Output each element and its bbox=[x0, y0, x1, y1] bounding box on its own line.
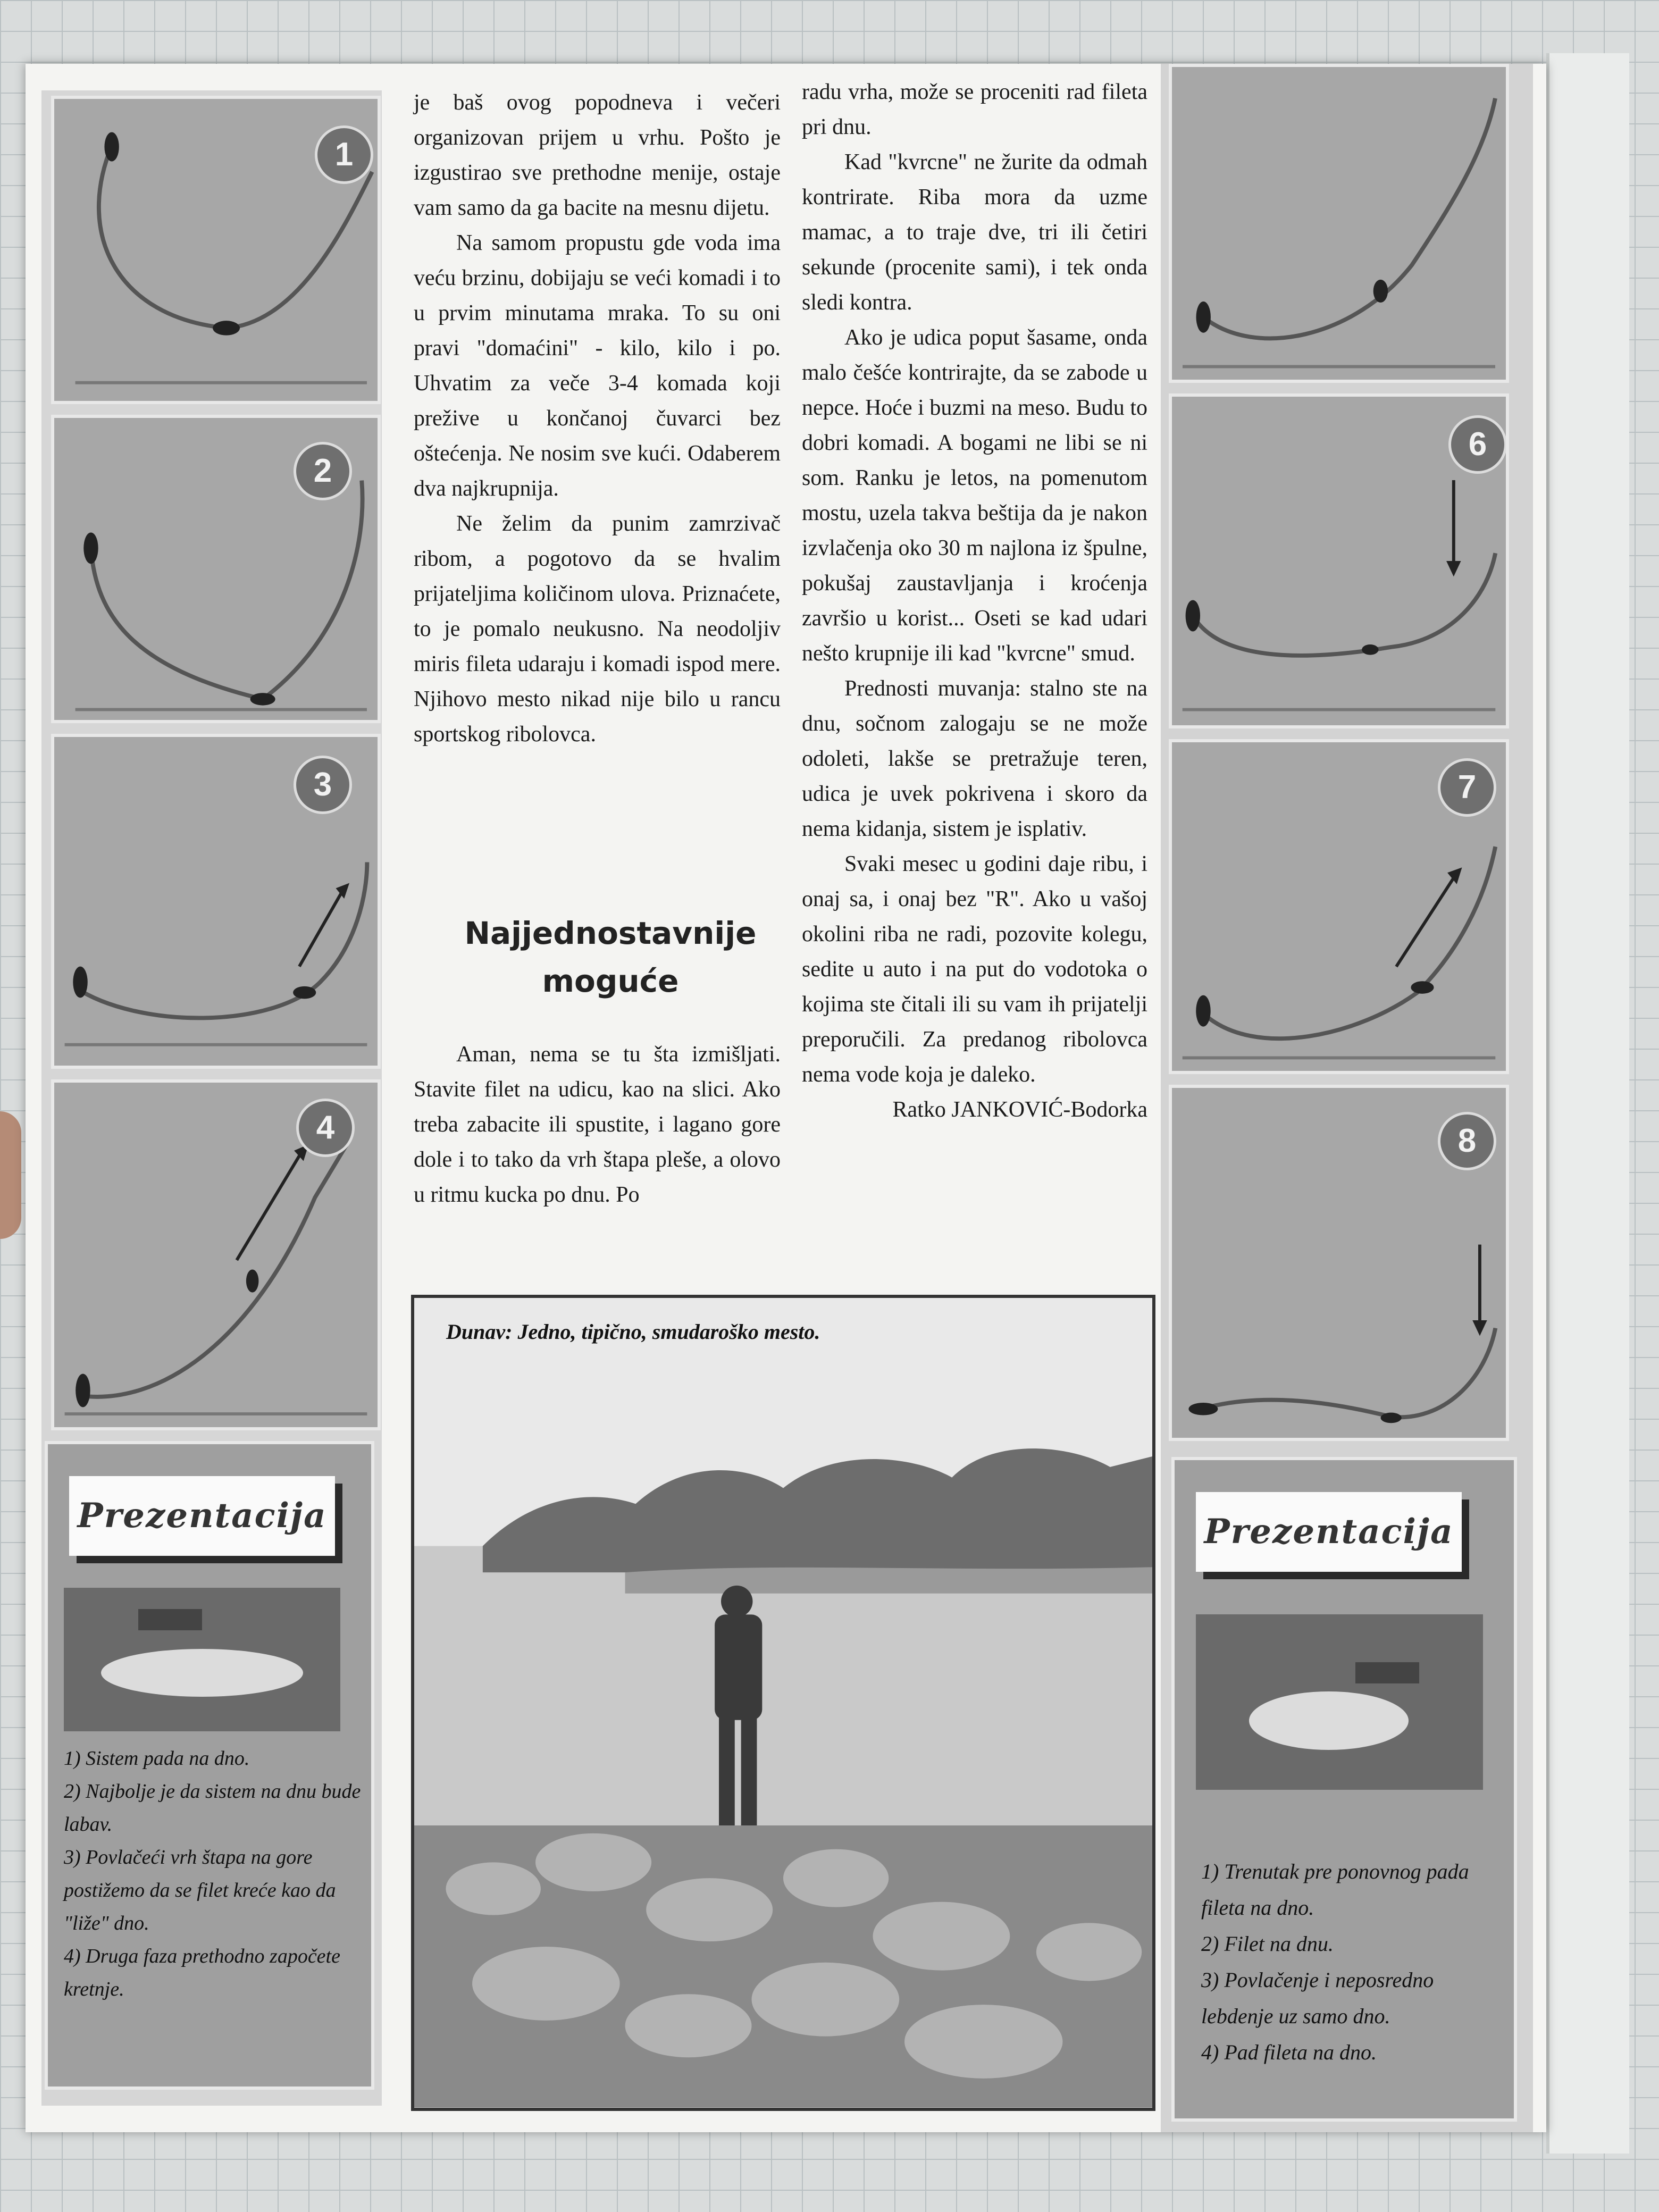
presentation-right-item-1: 1) Trenutak pre ponovnog pada fileta na dno. bbox=[1201, 1859, 1469, 1920]
step-number-1: 1 bbox=[315, 125, 373, 184]
article-author: Ratko JANKOVIĆ-Bodorka bbox=[892, 1097, 1147, 1122]
step-number-4: 4 bbox=[296, 1099, 355, 1157]
step-number-8: 8 bbox=[1438, 1112, 1496, 1170]
step-number-7: 7 bbox=[1438, 758, 1496, 817]
step-number-2: 2 bbox=[294, 442, 352, 500]
presentation-left-item-1: 1) Sistem pada na dno. bbox=[64, 1747, 250, 1770]
presentation-right-item-3: 3) Povlačenje i neposredno lebdenje uz samo dno. bbox=[1201, 1968, 1434, 2028]
finger bbox=[0, 1111, 21, 1239]
presentation-title-left: Prezentacija bbox=[69, 1476, 335, 1556]
col2-paragraph-2: Kad "kvrcne" ne žurite da odmah kontrirate. Riba mora da uzme mamac, a to traje dve, tri ili četiri sekunde (procenite sami), i tek onda sledi kontra. bbox=[802, 150, 1147, 315]
article-column-1 bbox=[414, 85, 781, 752]
col1-paragraph-4: Aman, nema se tu šta izmišljati. Stavite filet na udicu, kao na slici. Ako treba zabacite ili spustite, i lagano gore dole i to tako da vrh štapa pleše, a olovo u ritmu kucka po dnu. Po bbox=[414, 1042, 781, 1207]
fish-fillet-image-left bbox=[64, 1588, 340, 1731]
presentation-right-item-4: 4) Pad fileta na dno. bbox=[1201, 2040, 1377, 2064]
col1-paragraph-2: Na samom propustu gde voda ima veću brzinu, dobijaju se veći komadi i to u prvim minutama mraka. To su oni pravi "domaćini" - kilo, kilo i po. Uhvatim za veče 3-4 komada koji prežive u končanoj čuvarci bez oštećenja. Ne nosim sve kući. Odaberem dva najkrupnija. bbox=[414, 231, 781, 501]
step-number-3: 3 bbox=[294, 756, 352, 814]
presentation-left-item-2: 2) Najbolje je da sistem na dnu bude labav. bbox=[64, 1780, 361, 1836]
main-photo bbox=[411, 1295, 1155, 2111]
step-panel-5 bbox=[1169, 64, 1509, 383]
presentation-title-right: Prezentacija bbox=[1196, 1492, 1462, 1572]
step-number-6: 6 bbox=[1448, 415, 1507, 474]
presentation-left-item-4: 4) Druga faza prethodno započete kretnje. bbox=[64, 1945, 340, 2000]
notebook-page-edge bbox=[1546, 53, 1629, 2154]
magazine-page bbox=[26, 64, 1546, 2132]
presentation-photo-right bbox=[1196, 1614, 1483, 1790]
presentation-right-item-2: 2) Filet na dnu. bbox=[1201, 1932, 1334, 1956]
presentation-photo-left bbox=[64, 1588, 340, 1731]
fish-fillet-image-right bbox=[1196, 1614, 1483, 1790]
article-column-1-continued bbox=[414, 1037, 781, 1212]
col1-paragraph-3: Ne želim da punim zamrzivač ribom, a pogotovo da se hvalim prijateljima količinom ulova. Priznaćete, to je pomalo neukusno. Na neodoljiv miris fileta udaraju i komadi ispod mere. Njihovo mesto nikad nije bilo u rancu sportskog ribolovca. bbox=[414, 512, 781, 747]
step-panel-3 bbox=[51, 734, 381, 1069]
section-heading: Najjednostavnije moguće bbox=[464, 915, 757, 999]
presentation-left-item-3: 3) Povlačeći vrh štapa na gore postižemo da se filet kreće kao da "liže" dno. bbox=[64, 1846, 336, 1934]
presentation-box-right bbox=[1171, 1457, 1517, 2122]
col2-paragraph-4: Prednosti muvanja: stalno ste na dnu, sočnom zalogaju se ne može odoleti, lakše se pretražuje teren, udica je uvek pokrivena i skoro da nema kidanja, sistem je isplativ. bbox=[802, 676, 1147, 841]
presentation-box-left bbox=[45, 1441, 374, 2090]
presentation-caption-left bbox=[64, 1742, 362, 2006]
photo-caption: Dunav: Jedno, tipično, smudaroško mesto. bbox=[446, 1320, 820, 1344]
step-panel-2 bbox=[51, 415, 381, 723]
presentation-caption-right bbox=[1201, 1854, 1499, 2071]
rig-illustration-5 bbox=[1172, 67, 1506, 380]
step-panel-4 bbox=[51, 1079, 381, 1430]
article-column-2 bbox=[802, 74, 1147, 1127]
step-panel-1 bbox=[51, 96, 381, 404]
danube-river-photo bbox=[414, 1298, 1152, 2108]
col2-paragraph-5: Svaki mesec u godini daje ribu, i onaj sa, i onaj bez "R". Ako u vašoj okolini riba ne radi, pozovite kolegu, sedite u auto i na put do vodotoka o kojima ste čitali ili su vam ih prijatelji preporučili. Za predanog ribolovca nema vode koja je daleko. bbox=[802, 852, 1147, 1087]
col2-paragraph-1: radu vrha, može se proceniti rad fileta pri dnu. bbox=[802, 80, 1147, 139]
step-panel-8 bbox=[1169, 1085, 1509, 1441]
col2-paragraph-3: Ako je udica poput šasame, onda malo češće kontrirajte, da se zabode u nepce. Hoće i buzmi na meso. Budu to dobri komadi. A bogami ne libi se ni som. Ranku je letos, na pomenutom mostu, uzela takva beštija da je nakon izvlačenja oko 30 m najlona iz špulne, pokušaj zaustavljanja i kroćenja završio u korist... Oseti se kad udari nešto krupnije ili kad "kvrcne" smud. bbox=[802, 325, 1147, 666]
col1-paragraph-1: je baš ovog popodneva i večeri organizovan prijem u vrhu. Pošto je izgustirao sve prethodne menije, ostaje vam samo da ga bacite na mesnu dijetu. bbox=[414, 90, 781, 220]
step-panel-6 bbox=[1169, 393, 1509, 728]
step-panel-7 bbox=[1169, 739, 1509, 1074]
